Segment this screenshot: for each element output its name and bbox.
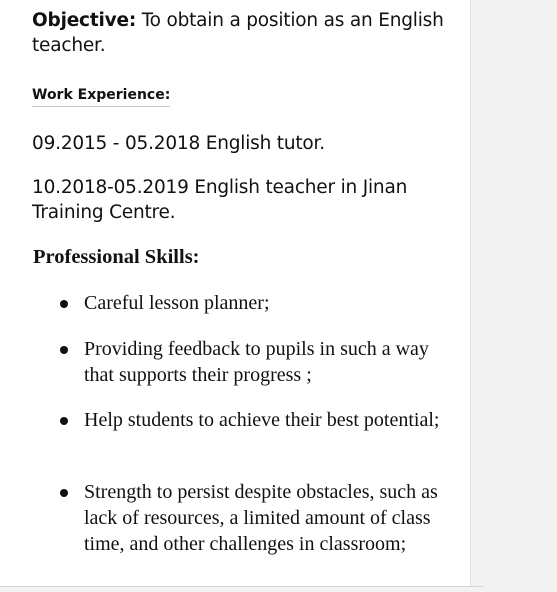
skill-list-item <box>84 479 444 557</box>
skill-text: Strength to persist despite obstacles, such as lack of resources, a limited amount of class time, and other challenges in classroom; <box>84 481 438 555</box>
skill-text: Careful lesson planner; <box>84 292 270 314</box>
bullet-icon <box>60 417 68 425</box>
work-experience-entry: 09.2015 - 05.2018 English tutor. <box>32 133 325 154</box>
bullet-icon <box>60 489 68 497</box>
skill-list-item <box>84 336 444 388</box>
skill-list-item <box>84 290 444 316</box>
skill-text: Providing feedback to pupils in such a way that supports their progress ; <box>84 338 429 386</box>
objective-label: Objective: <box>32 10 137 31</box>
objective-text: To obtain a position as an English teacher. <box>32 10 444 56</box>
bullet-icon <box>60 300 68 308</box>
work-experience-entry: 10.2018-05.2019 English teacher in Jinan Training Centre. <box>32 177 408 223</box>
professional-skills-heading: Professional Skills: <box>33 246 200 268</box>
objective-paragraph <box>32 8 452 58</box>
skill-list-item <box>84 407 444 433</box>
page-bottom-divider <box>0 586 484 587</box>
skill-text: Help students to achieve their best potential; <box>84 409 440 431</box>
bullet-icon <box>60 346 68 354</box>
work-experience-heading: Work Experience: <box>32 86 170 107</box>
